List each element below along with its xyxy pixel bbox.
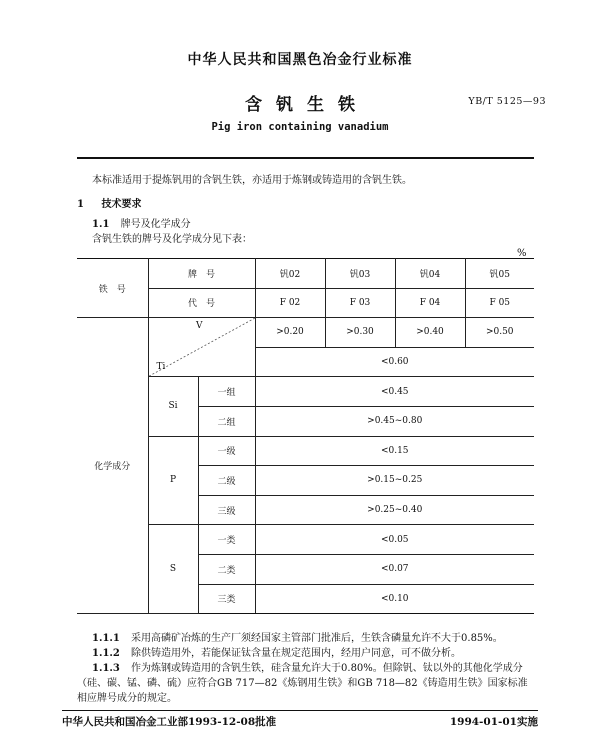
v-ti-diagonal-header xyxy=(148,318,255,377)
footer-divider xyxy=(62,710,538,711)
p-value: <0.15 xyxy=(255,436,534,466)
s-grade: 二类 xyxy=(198,554,255,584)
document-title-english: Pig iron containing vanadium xyxy=(211,121,389,133)
s-grade: 三类 xyxy=(198,584,255,614)
s-value: <0.07 xyxy=(255,554,534,584)
note-continuation: 相应牌号成分的规定。 xyxy=(77,693,177,704)
si-label: Si xyxy=(148,377,198,436)
code-cell: F 03 xyxy=(325,288,395,318)
code-cell: F 02 xyxy=(255,288,325,318)
si-value: >0.45~0.80 xyxy=(255,406,534,436)
note-continuation: （硅、碳、锰、磷、硫）应符合GB 717—82《炼钢用生铁》和GB 718—82《铸造用生铁》国家标准 xyxy=(77,678,528,689)
standard-code: YB/T 5125—93 xyxy=(468,96,546,107)
approval-line: 中华人民共和国冶金工业部1993-12-08批准 xyxy=(62,716,277,728)
scope-paragraph: 本标准适用于提炼钒用的含钒生铁，亦适用于炼钢或铸造用的含钒生铁。 xyxy=(92,175,412,186)
note-1-1-1 xyxy=(92,632,503,646)
note-1-1-3 xyxy=(92,662,523,676)
issuing-organization: 中华人民共和国黑色冶金行业标准 xyxy=(187,52,413,68)
effective-date: 1994-01-01实施 xyxy=(449,716,538,728)
v-value-cell: >0.50 xyxy=(465,318,534,348)
vanadium-label: V xyxy=(196,321,203,332)
section-number: 1.1 xyxy=(92,219,110,230)
p-grade: 二级 xyxy=(198,466,255,496)
table-intro-text: 含钒生铁的牌号及化学成分见下表： xyxy=(92,234,252,245)
section-title: 技术要求 xyxy=(101,199,142,210)
unit-label: % xyxy=(517,248,527,259)
s-value: <0.10 xyxy=(255,584,534,614)
note-number: 1.1.3 xyxy=(92,663,120,674)
section-1-1-heading xyxy=(92,218,191,232)
document-title: 含钒生铁 xyxy=(245,95,369,115)
code-header: 代 号 xyxy=(148,288,255,318)
grade-cell: 钒04 xyxy=(395,259,465,289)
v-value-cell: >0.40 xyxy=(395,318,465,348)
code-cell: F 05 xyxy=(465,288,534,318)
iron-number-header: 铁 号 xyxy=(77,259,148,318)
si-grade: 二组 xyxy=(198,406,255,436)
s-value: <0.05 xyxy=(255,525,534,555)
si-grade: 一组 xyxy=(198,377,255,407)
note-text: 采用高磷矿冶炼的生产厂须经国家主管部门批准后，生铁含磷量允许不大于0.85%。 xyxy=(131,633,503,644)
s-label: S xyxy=(148,525,198,614)
p-label: P xyxy=(148,436,198,525)
p-value: >0.25~0.40 xyxy=(255,495,534,525)
note-1-1-2 xyxy=(92,647,461,661)
grade-cell: 钒03 xyxy=(325,259,395,289)
section-number: 1 xyxy=(77,199,84,210)
table-row xyxy=(77,259,534,289)
code-cell: F 04 xyxy=(395,288,465,318)
grade-header: 牌 号 xyxy=(148,259,255,289)
p-grade: 一级 xyxy=(198,436,255,466)
grade-cell: 钒05 xyxy=(465,259,534,289)
note-text: 作为炼钢或铸造用的含钒生铁，硅含量允许大于0.80%。但除钒、钛以外的其他化学成分 xyxy=(131,663,523,674)
table-row xyxy=(77,318,534,348)
chemical-composition-label: 化学成分 xyxy=(77,318,148,614)
si-value: <0.45 xyxy=(255,377,534,407)
header-divider xyxy=(77,157,534,159)
p-grade: 三级 xyxy=(198,495,255,525)
ti-value-cell: <0.60 xyxy=(255,347,534,377)
note-number: 1.1.2 xyxy=(92,648,120,659)
titanium-label: Ti xyxy=(156,362,166,373)
grade-cell: 钒02 xyxy=(255,259,325,289)
section-1-heading xyxy=(77,198,141,212)
section-title: 牌号及化学成分 xyxy=(120,219,191,230)
p-value: >0.15~0.25 xyxy=(255,466,534,496)
v-value-cell: >0.30 xyxy=(325,318,395,348)
grade-composition-table xyxy=(77,258,534,614)
note-number: 1.1.1 xyxy=(92,633,120,644)
s-grade: 一类 xyxy=(198,525,255,555)
v-value-cell: >0.20 xyxy=(255,318,325,348)
note-text: 除供铸造用外，若能保证钛含量在规定范围内，经用户同意，可不做分析。 xyxy=(131,648,462,659)
